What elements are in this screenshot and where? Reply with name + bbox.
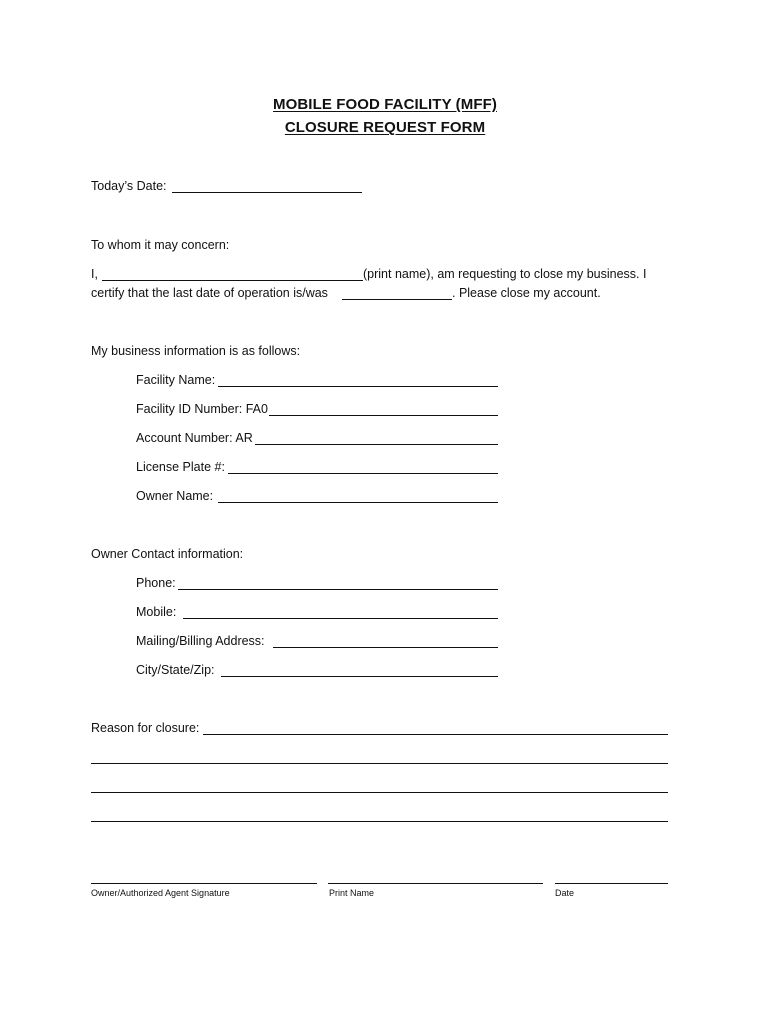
license-plate-label: License Plate #:	[136, 460, 225, 474]
print-name-label: Print Name	[329, 888, 375, 898]
address-field[interactable]	[273, 647, 498, 648]
last-date-text: certify that the last date of operation is/was	[91, 286, 328, 300]
city-state-zip-label: City/State/Zip:	[136, 663, 215, 677]
reason-field-line2[interactable]	[91, 763, 668, 764]
reason-field-line4[interactable]	[91, 821, 668, 822]
reason-field-line3[interactable]	[91, 792, 668, 793]
phone-field[interactable]	[178, 589, 498, 590]
city-state-zip-field[interactable]	[221, 676, 498, 677]
facility-id-label: Facility ID Number: FA0	[136, 402, 268, 416]
form-title-line2: CLOSURE REQUEST FORM	[284, 119, 486, 136]
facility-id-field[interactable]	[269, 415, 498, 416]
signature-field[interactable]	[91, 883, 317, 884]
address-label: Mailing/Billing Address:	[136, 634, 265, 648]
date-label: Today’s Date:	[91, 179, 167, 193]
phone-label: Phone:	[136, 576, 176, 590]
reason-label: Reason for closure:	[91, 721, 200, 735]
form-title-line1: MOBILE FOOD FACILITY (MFF)	[273, 96, 497, 113]
facility-name-field[interactable]	[218, 386, 498, 387]
print-name-signature-field[interactable]	[328, 883, 543, 884]
contact-info-heading: Owner Contact information:	[91, 547, 244, 561]
owner-name-field[interactable]	[218, 502, 498, 503]
facility-name-label: Facility Name:	[136, 373, 216, 387]
date-field[interactable]	[172, 192, 362, 193]
salutation: To whom it may concern:	[91, 238, 230, 252]
request-text: (print name), am requesting to close my business. I	[363, 267, 647, 281]
mobile-field[interactable]	[183, 618, 498, 619]
mobile-label: Mobile:	[136, 605, 177, 619]
owner-name-label: Owner Name:	[136, 489, 214, 503]
last-operation-date-field[interactable]	[342, 299, 452, 300]
reason-field-line1[interactable]	[203, 734, 668, 735]
license-plate-field[interactable]	[228, 473, 498, 474]
print-name-field[interactable]	[102, 280, 363, 281]
close-account-text: . Please close my account.	[452, 286, 601, 300]
account-number-field[interactable]	[255, 444, 498, 445]
business-info-heading: My business information is as follows:	[91, 344, 301, 358]
date-signature-label: Date	[555, 888, 575, 898]
account-number-label: Account Number: AR	[136, 431, 253, 445]
signature-label: Owner/Authorized Agent Signature	[91, 888, 230, 898]
request-prefix: I,	[91, 267, 98, 281]
signature-date-field[interactable]	[555, 883, 668, 884]
